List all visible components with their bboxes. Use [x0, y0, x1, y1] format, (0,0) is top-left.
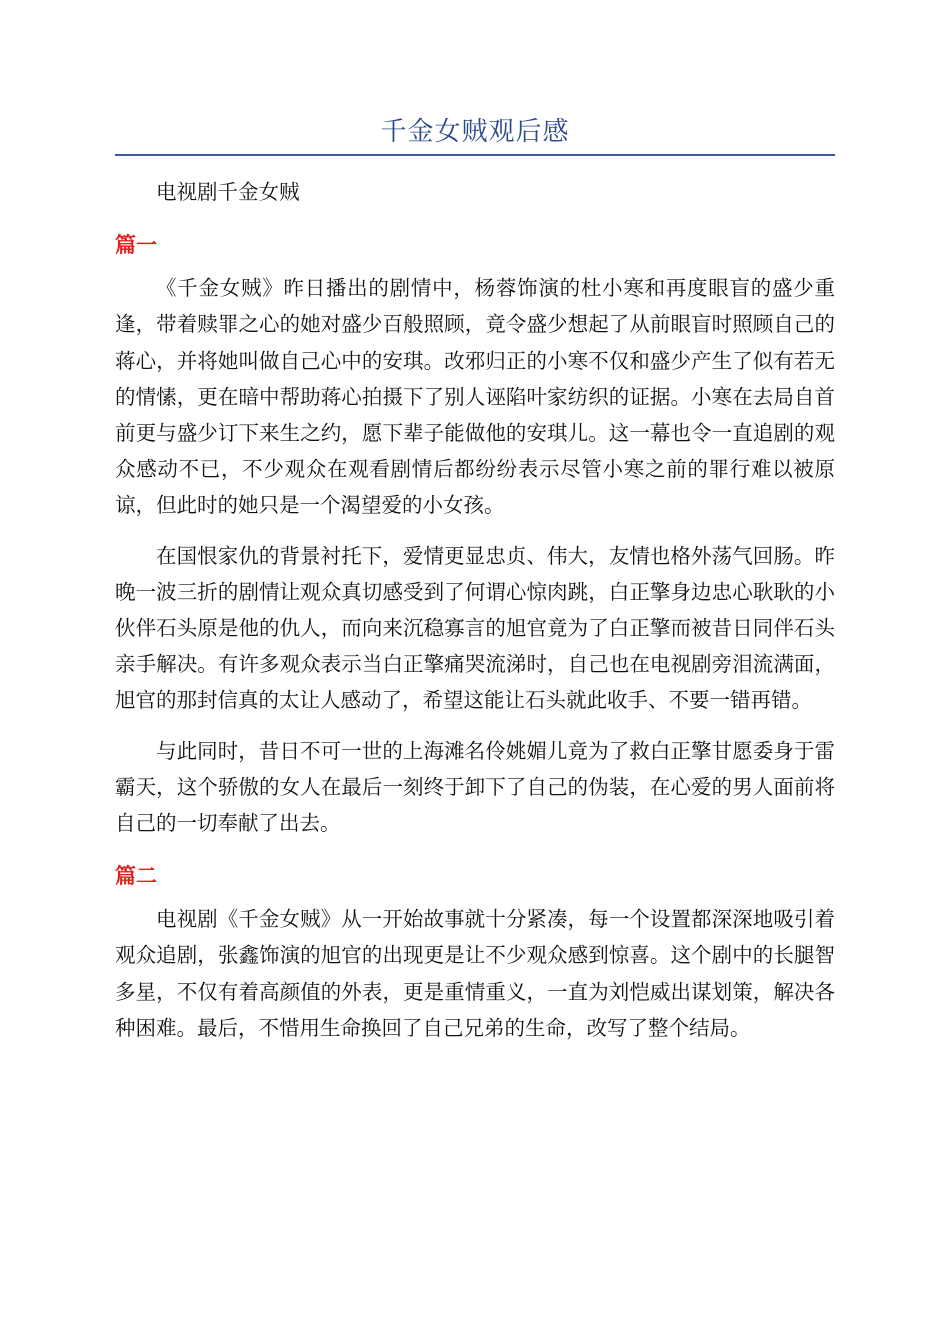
document-body: [115, 174, 835, 1046]
subtitle: 电视剧千金女贼: [156, 180, 300, 204]
section-heading-2: 篇二: [115, 864, 157, 889]
section-heading-1: 篇一: [115, 233, 157, 258]
paragraph: 在国恨家仇的背景衬托下，爱情更显忠贞、伟大，友情也格外荡气回肠。昨晚一波三折的剧情让观众真切感受到了何谓心惊肉跳，白正擎身边忠心耿耿的小伙伴石头原是他的仇人，而向来沉稳寡言的旭官竟为了白正擎而被昔日同伴石头亲手解决。有许多观众表示当白正擎痛哭流涕时，自己也在电视剧旁泪流满面，旭官的那封信真的太让人感动了，希望这能让石头就此收手、不要一错再错。: [115, 543, 835, 713]
paragraph: 电视剧《千金女贼》从一开始故事就十分紧凑，每一个设置都深深地吸引着观众追剧，张鑫饰演的旭官的出现更是让不少观众感到惊喜。这个剧中的长腿智多星，不仅有着高颜值的外表，更是重情重义，一直为刘恺威出谋划策，解决各种困难。最后，不惜用生命换回了自己兄弟的生命，改写了整个结局。: [115, 907, 835, 1040]
paragraph: 《千金女贼》昨日播出的剧情中，杨蓉饰演的杜小寒和再度眼盲的盛少重逢，带着赎罪之心的她对盛少百般照顾，竟令盛少想起了从前眼盲时照顾自己的蒋心，并将她叫做自己心中的安琪。改邪归正的小寒不仅和盛少产生了似有若无的情愫，更在暗中帮助蒋心拍摄下了别人诬陷叶家纺织的证据。小寒在去局自首前更与盛少订下来生之约，愿下辈子能做他的安琪儿。这一幕也令一直追剧的观众感动不已，不少观众在观看剧情后都纷纷表示尽管小寒之前的罪行难以被原谅，但此时的她只是一个渴望爱的小女孩。: [115, 276, 835, 518]
paragraph: 与此同时，昔日不可一世的上海滩名伶姚媚儿竟为了救白正擎甘愿委身于雷霸天，这个骄傲的女人在最后一刻终于卸下了自己的伪装，在心爱的男人面前将自己的一切奉献了出去。: [115, 738, 835, 836]
document-title: 千金女贼观后感: [380, 117, 570, 147]
title-underline: [115, 154, 835, 156]
